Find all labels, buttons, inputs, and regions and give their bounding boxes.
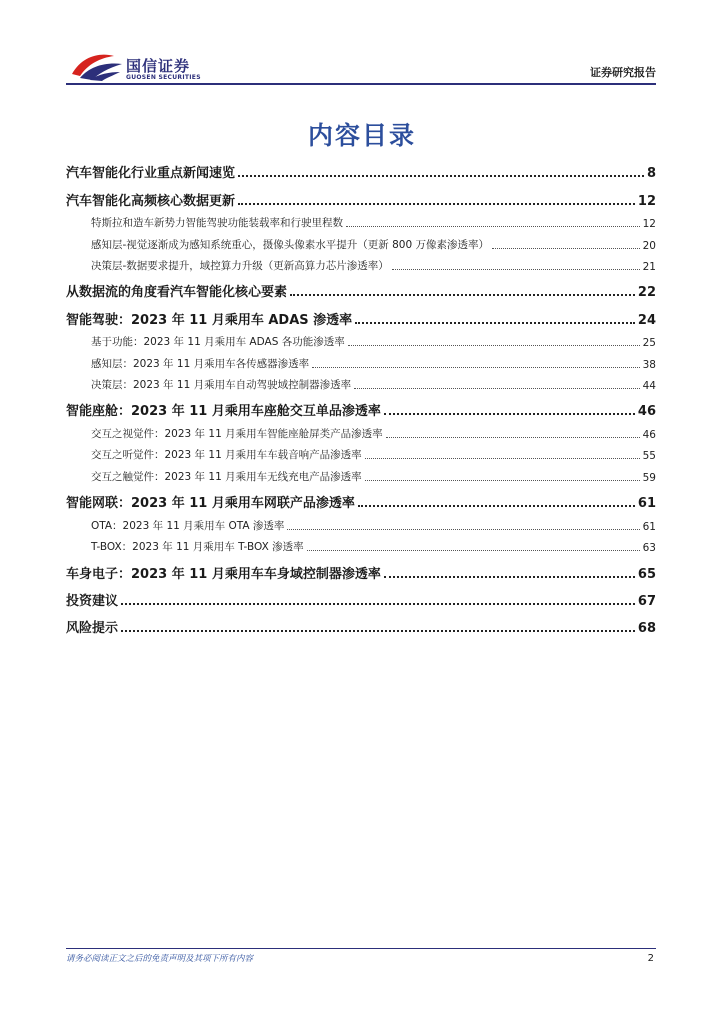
toc-entry-page: 20 xyxy=(642,239,656,252)
toc-leader-dots xyxy=(287,529,639,530)
header-divider xyxy=(66,83,656,85)
toc-entry-subsection[interactable] xyxy=(66,328,656,350)
toc-leader-dots xyxy=(492,248,640,249)
toc-entry-page: 38 xyxy=(642,358,656,371)
toc-entry-section[interactable] xyxy=(66,154,656,181)
toc-entry-label: 从数据流的角度看汽车智能化核心要素 xyxy=(66,285,288,301)
toc-entry-label: OTA：2023 年 11 月乘用车 OTA 渗透率 xyxy=(91,519,285,532)
toc-entry-page: 55 xyxy=(642,450,656,463)
toc-entry-label: 汽车智能化高频核心数据更新 xyxy=(66,193,236,209)
toc-entry-page: 22 xyxy=(637,285,656,301)
toc-entry-page: 12 xyxy=(637,193,656,209)
toc-leader-dots xyxy=(384,576,635,578)
toc-leader-dots xyxy=(346,226,640,227)
toc-entry-page: 8 xyxy=(646,166,656,182)
toc-entry-page: 63 xyxy=(642,542,656,555)
toc-title: 内容目录 xyxy=(307,121,416,150)
logo-chinese-name: 国信证券 xyxy=(126,57,191,75)
toc-entry-label: 基于功能：2023 年 11 月乘用车 ADAS 各功能渗透率 xyxy=(91,336,345,349)
toc-entry-label: T-BOX：2023 年 11 月乘用车 T-BOX 渗透率 xyxy=(91,541,304,554)
toc-entry-page: 12 xyxy=(642,218,656,231)
guosen-logo-icon xyxy=(70,50,124,82)
toc-entry-section[interactable] xyxy=(66,300,656,327)
toc-entry-label: 投资建议 xyxy=(66,593,119,609)
toc-entry-label: 交互之听觉件：2023 年 11 月乘用车车载音响产品渗透率 xyxy=(91,449,362,462)
toc-entry-label: 智能网联：2023 年 11 月乘用车网联产品渗透率 xyxy=(66,496,355,512)
toc-entry-section[interactable] xyxy=(66,609,656,636)
toc-entry-page: 46 xyxy=(637,404,656,420)
toc-entry-page: 65 xyxy=(637,566,656,582)
toc-entry-label: 决策层-数据要求提升，域控算力升级（更新高算力芯片渗透率） xyxy=(91,260,389,273)
toc-leader-dots xyxy=(121,603,635,605)
toc-leader-dots xyxy=(290,294,635,296)
toc-entry-subsection[interactable] xyxy=(66,533,656,555)
toc-entry-page: 44 xyxy=(642,380,656,393)
toc-entry-page: 46 xyxy=(642,428,656,441)
report-type-label: 证券研究报告 xyxy=(590,66,656,79)
toc-leader-dots xyxy=(348,345,640,346)
toc-leader-dots xyxy=(238,203,635,205)
toc-leader-dots xyxy=(238,175,644,177)
toc-leader-dots xyxy=(386,437,640,438)
toc-entry-page: 67 xyxy=(637,593,656,609)
toc-entry-section[interactable] xyxy=(66,181,656,208)
toc-entry-page: 25 xyxy=(642,337,656,350)
toc-leader-dots xyxy=(384,413,635,415)
toc-entry-section[interactable] xyxy=(66,582,656,609)
toc-leader-dots xyxy=(121,630,635,632)
toc-entry-page: 59 xyxy=(642,471,656,484)
toc-entry-page: 61 xyxy=(637,496,656,512)
toc-entry-section[interactable] xyxy=(66,484,656,511)
toc-leader-dots xyxy=(392,269,640,270)
table-of-contents xyxy=(66,154,656,636)
toc-leader-dots xyxy=(307,550,640,551)
toc-entry-subsection[interactable] xyxy=(66,462,656,484)
toc-entry-page: 24 xyxy=(637,312,656,328)
toc-entry-page: 68 xyxy=(637,621,656,637)
toc-entry-subsection[interactable] xyxy=(66,209,656,231)
toc-leader-dots xyxy=(312,367,640,368)
toc-entry-subsection[interactable] xyxy=(66,252,656,274)
toc-entry-subsection[interactable] xyxy=(66,419,656,441)
toc-entry-label: 感知层-视觉逐渐成为感知系统重心，摄像头像素水平提升（更新 800 万像素渗透率） xyxy=(91,238,490,251)
toc-entry-label: 智能座舱：2023 年 11 月乘用车座舱交互单品渗透率 xyxy=(66,404,381,420)
logo-english-name: GUOSEN SECURITIES xyxy=(126,74,201,81)
toc-entry-label: 汽车智能化行业重点新闻速览 xyxy=(66,166,236,182)
toc-leader-dots xyxy=(358,505,635,507)
toc-entry-label: 感知层：2023 年 11 月乘用车各传感器渗透率 xyxy=(91,357,310,370)
toc-entry-page: 61 xyxy=(642,520,656,533)
toc-entry-page: 21 xyxy=(642,261,656,274)
toc-entry-section[interactable] xyxy=(66,554,656,581)
toc-entry-label: 交互之触觉件：2023 年 11 月乘用车无线充电产品渗透率 xyxy=(91,470,362,483)
footer-disclaimer: 请务必阅读正文之后的免责声明及其项下所有内容 xyxy=(66,954,254,964)
toc-entry-section[interactable] xyxy=(66,273,656,300)
toc-entry-label: 车身电子：2023 年 11 月乘用车车身域控制器渗透率 xyxy=(66,566,381,582)
toc-entry-label: 决策层：2023 年 11 月乘用车自动驾驶域控制器渗透率 xyxy=(91,379,352,392)
toc-entry-subsection[interactable] xyxy=(66,441,656,463)
toc-entry-label: 智能驾驶：2023 年 11 月乘用车 ADAS 渗透率 xyxy=(66,312,353,328)
toc-entry-subsection[interactable] xyxy=(66,349,656,371)
toc-entry-section[interactable] xyxy=(66,392,656,419)
page-header xyxy=(66,50,656,86)
toc-leader-dots xyxy=(354,388,640,389)
toc-entry-subsection[interactable] xyxy=(66,371,656,393)
footer-divider xyxy=(66,948,656,949)
page-number: 2 xyxy=(647,953,654,964)
toc-entry-label: 特斯拉和造车新势力智能驾驶功能装载率和行驶里程数 xyxy=(91,217,343,230)
toc-leader-dots xyxy=(365,480,640,481)
toc-entry-label: 交互之视觉件：2023 年 11 月乘用车智能座舱屏类产品渗透率 xyxy=(91,427,383,440)
toc-entry-subsection[interactable] xyxy=(66,230,656,252)
toc-leader-dots xyxy=(365,458,640,459)
toc-leader-dots xyxy=(355,322,635,324)
toc-entry-subsection[interactable] xyxy=(66,511,656,533)
toc-entry-label: 风险提示 xyxy=(66,621,119,637)
